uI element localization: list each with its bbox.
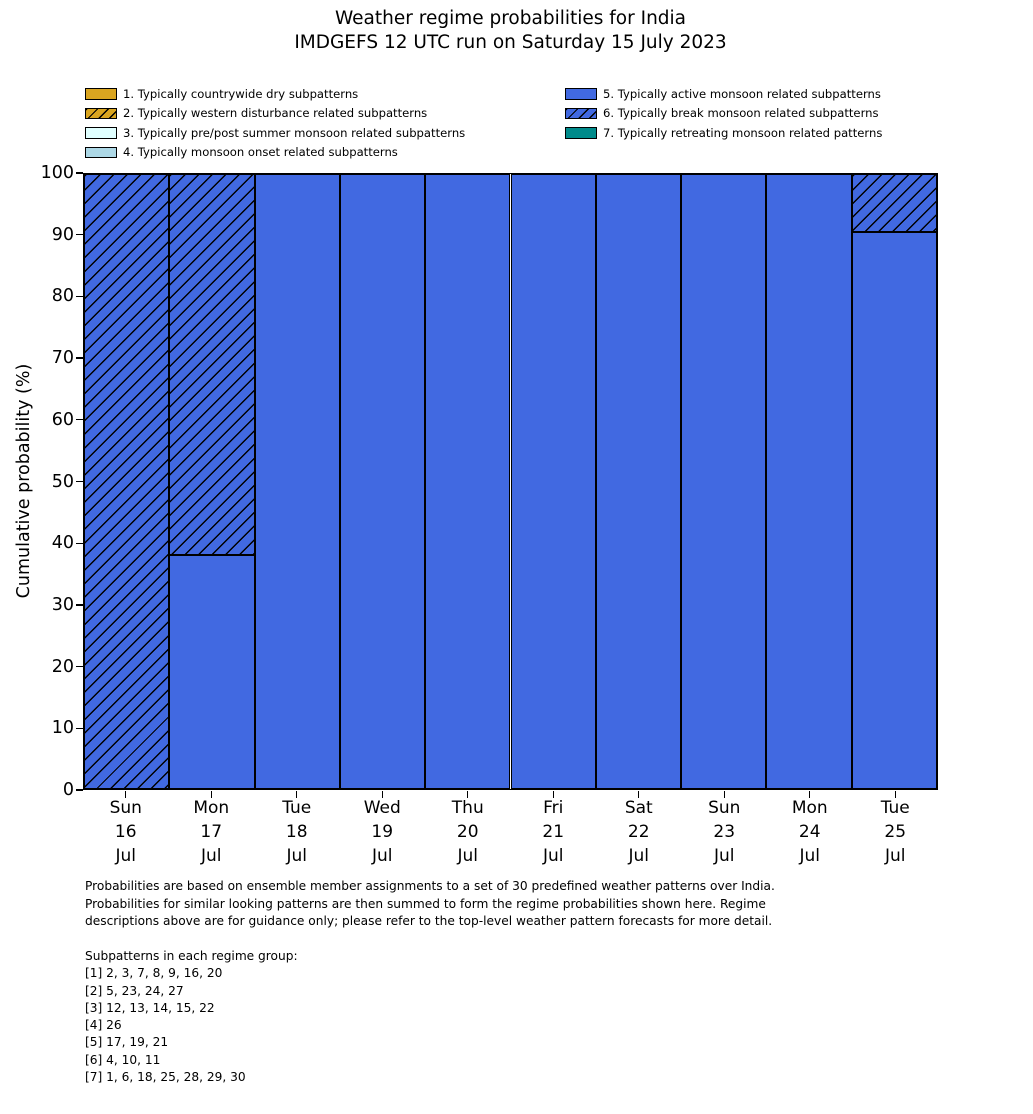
- y-tick-mark: [76, 234, 83, 235]
- y-tick-label-80: 80: [51, 286, 74, 307]
- legend-swatch-3: [85, 127, 117, 139]
- x-tick-line: 24: [798, 822, 821, 842]
- x-tick-line: Jul: [200, 846, 222, 866]
- x-tick-line: Sat: [624, 798, 653, 818]
- subpatterns-line: [5] 17, 19, 21: [85, 1035, 169, 1050]
- bar-segment: [340, 174, 425, 789]
- x-tick-line: Sun: [109, 798, 142, 818]
- legend-label-3: 3. Typically pre/post summer monsoon related subpatterns: [123, 125, 466, 140]
- bar-segment: [681, 174, 766, 789]
- legend-swatch-7: [565, 127, 597, 139]
- legend-label-1: 1. Typically countrywide dry subpatterns: [123, 86, 359, 101]
- y-tick-mark: [76, 172, 83, 173]
- x-tick-line: Jul: [286, 846, 307, 866]
- subpatterns-title: Subpatterns in each regime group:: [85, 949, 298, 963]
- legend-item-7: [565, 127, 882, 140]
- legend-label-4: 4. Typically monsoon onset related subpatterns: [123, 145, 398, 159]
- y-tick-label-60: 60: [51, 409, 74, 430]
- y-tick-mark: [76, 481, 83, 482]
- x-tick-line: Jul: [371, 846, 393, 866]
- plot-area: [83, 173, 938, 790]
- x-tick-line: Jul: [457, 846, 478, 866]
- x-tick-line: 22: [627, 822, 650, 842]
- y-tick-mark: [76, 728, 83, 729]
- chart-subtitle: IMDGEFS 12 UTC run on Saturday 15 July 2023: [294, 32, 727, 53]
- x-tick-line: 16: [114, 822, 137, 842]
- legend-label-2: 2. Typically western disturbance related subpatterns: [123, 106, 428, 120]
- legend-swatch-2: [85, 108, 117, 120]
- x-tick-line: Thu: [451, 798, 484, 818]
- subpatterns-line: [1] 2, 3, 7, 8, 9, 16, 20: [85, 966, 223, 981]
- y-tick-label-10: 10: [51, 718, 74, 739]
- subpatterns-list: [85, 948, 298, 1086]
- bar-segment: [84, 174, 169, 789]
- y-tick-label-100: 100: [40, 163, 74, 183]
- bar-segment: [255, 174, 340, 789]
- x-tick-line: Wed: [363, 798, 401, 818]
- x-tick-line: 19: [371, 822, 394, 842]
- subpatterns-line: [6] 4, 10, 11: [85, 1052, 161, 1067]
- y-tick-mark: [76, 296, 83, 297]
- y-tick-label-30: 30: [51, 594, 74, 615]
- bar-segment: [169, 174, 254, 555]
- bar-segment: [511, 174, 596, 789]
- y-tick-mark: [76, 789, 83, 790]
- legend-item-3: [85, 127, 465, 140]
- x-tick-line: 21: [542, 822, 565, 842]
- y-tick-label-90: 90: [51, 224, 74, 245]
- legend-swatch-4: [85, 147, 117, 159]
- y-tick-mark: [76, 604, 83, 605]
- y-tick-label-0: 0: [62, 780, 74, 800]
- footer-line: Probabilities for similar looking patterns are then summed to form the regime probabilities shown here. Regime: [85, 896, 766, 911]
- x-tick-line: 23: [713, 822, 736, 842]
- y-axis-label: Cumulative probability (%): [14, 363, 34, 599]
- x-tick-line: Mon: [193, 798, 230, 818]
- x-tick-line: Jul: [115, 846, 136, 866]
- footer-line: Probabilities are based on ensemble member assignments to a set of 30 predefined weather patterns over India.: [85, 879, 775, 893]
- x-tick-line: Sun: [708, 798, 741, 818]
- bar-segment: [766, 174, 851, 789]
- bar-segment: [169, 555, 254, 789]
- legend-swatch-1: [85, 88, 117, 100]
- subpatterns-line: [7] 1, 6, 18, 25, 28, 29, 30: [85, 1070, 246, 1085]
- x-tick-label-Tue-25: [843, 796, 949, 868]
- x-tick-line: Mon: [791, 798, 828, 818]
- y-tick-mark: [76, 543, 83, 544]
- x-tick-line: Jul: [884, 846, 906, 866]
- y-tick-mark: [76, 419, 83, 420]
- x-tick-line: 20: [456, 822, 479, 842]
- y-tick-label-70: 70: [51, 348, 74, 369]
- subpatterns-line: [4] 26: [85, 1018, 122, 1033]
- y-tick-mark: [76, 666, 83, 667]
- y-tick-label-40: 40: [51, 533, 74, 554]
- y-tick-label-50: 50: [51, 471, 74, 492]
- x-tick-line: 25: [884, 822, 907, 842]
- legend-item-5: [565, 88, 881, 101]
- footer-note: [85, 878, 775, 931]
- bar-segment: [852, 232, 937, 789]
- legend-label-5: 5. Typically active monsoon related subpatterns: [603, 86, 881, 101]
- legend-item-1: [85, 88, 358, 101]
- y-tick-label-20: 20: [51, 656, 74, 677]
- x-tick-line: Jul: [713, 846, 735, 866]
- stacked-bars: [84, 174, 937, 789]
- chart-title: Weather regime probabilities for India: [334, 8, 687, 29]
- subpatterns-line: [3] 12, 13, 14, 15, 22: [85, 1000, 215, 1015]
- legend-item-2: [85, 107, 427, 120]
- bar-segment: [596, 174, 681, 789]
- legend-label-7: 7. Typically retreating monsoon related patterns: [603, 125, 883, 140]
- bar-segment: [852, 174, 937, 232]
- x-tick-line: Fri: [543, 798, 564, 818]
- x-tick-line: Jul: [799, 846, 820, 866]
- legend-item-4: [85, 146, 398, 159]
- x-tick-line: Jul: [628, 846, 649, 866]
- x-tick-line: Tue: [282, 798, 312, 818]
- y-tick-mark: [76, 357, 83, 358]
- bar-segment: [425, 174, 510, 789]
- legend-swatch-5: [565, 88, 597, 100]
- legend-swatch-6: [565, 108, 597, 120]
- x-tick-line: Tue: [880, 798, 910, 818]
- subpatterns-line: [2] 5, 23, 24, 27: [85, 983, 184, 998]
- legend-label-6: 6. Typically break monsoon related subpatterns: [603, 106, 879, 120]
- x-tick-line: 18: [285, 822, 308, 842]
- legend-item-6: [565, 107, 879, 120]
- x-tick-line: 17: [200, 822, 223, 842]
- footer-line: descriptions above are for guidance only; please refer to the top-level weather pattern forecasts for more detail.: [85, 914, 773, 929]
- x-tick-line: Jul: [542, 846, 564, 866]
